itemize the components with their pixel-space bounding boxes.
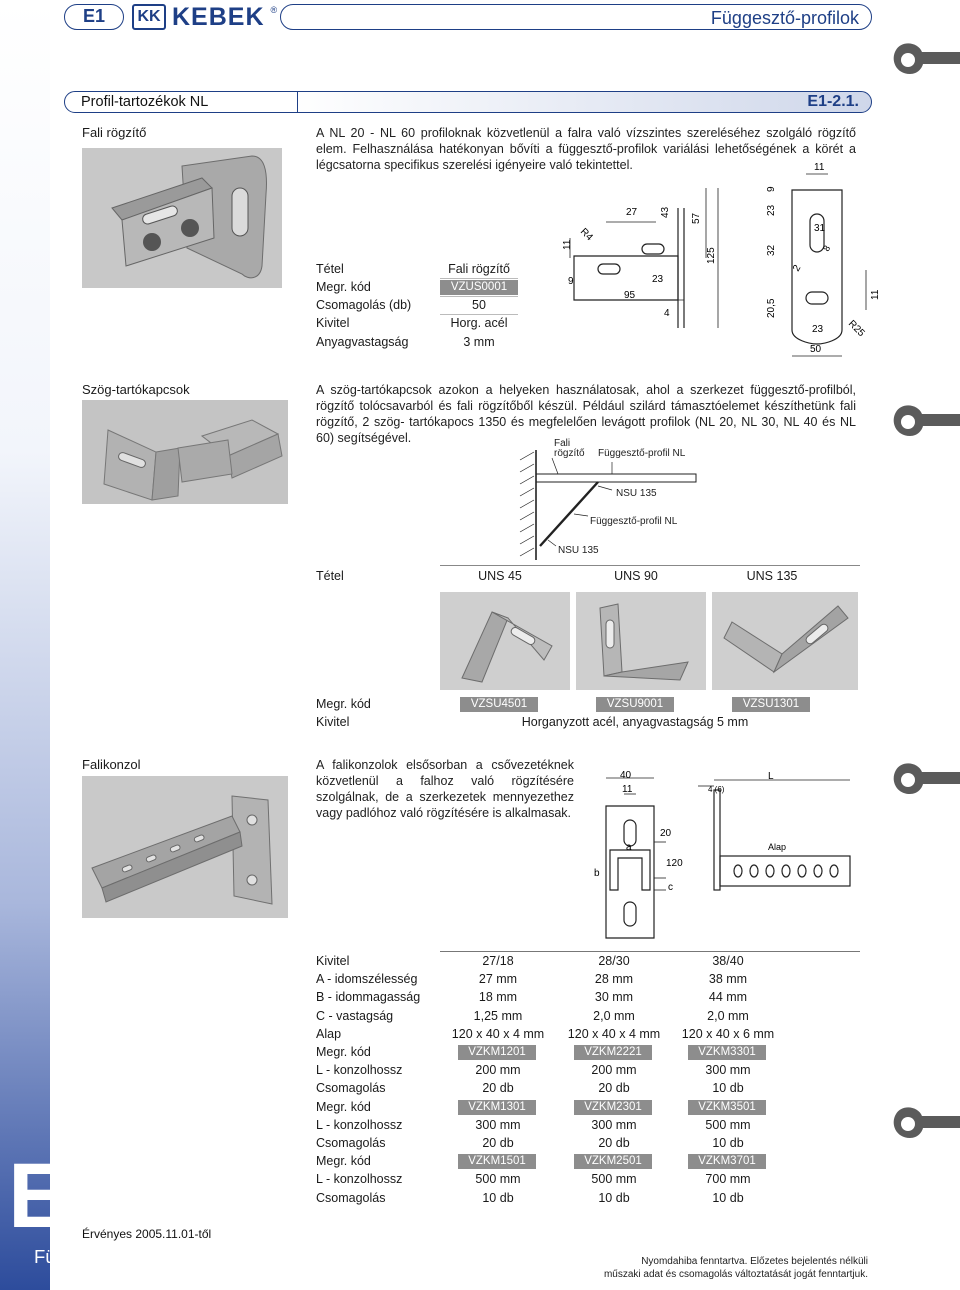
- divider: [440, 951, 860, 952]
- spec-label: Tétel: [316, 262, 344, 276]
- assembly-diagram: [512, 436, 712, 560]
- order-code: VZKM3701: [688, 1154, 766, 1169]
- fali-rogzito-heading: Fali rögzítő: [82, 125, 147, 140]
- row-label: L - konzolhossz: [316, 1118, 403, 1132]
- order-code: VZKM3301: [688, 1045, 766, 1060]
- logo-wordmark: KEBEK: [172, 2, 265, 31]
- table-header: 38/40: [712, 954, 744, 968]
- registered-mark: ®: [270, 5, 278, 15]
- divider: [440, 278, 518, 279]
- chapter-title-pill: [280, 4, 872, 30]
- logo-mark: KK: [132, 4, 166, 30]
- row-label: Csomagolás: [316, 1136, 386, 1150]
- fali-rogzito-description: A NL 20 - NL 60 profiloknak közvetlenül a falra való vízszintes szereléséhez szolgáló rögzítő elem. Felhasználása hatékonyan bővíti a függesztő-profilok variálási lehetőségének a körét a légcsatorna specifikus szerelési igényeire való tekintettel.: [316, 126, 856, 172]
- svg-text:L: L: [768, 771, 774, 782]
- spec-value: 3 mm: [440, 335, 518, 349]
- row-label: Csomagolás: [316, 1191, 386, 1205]
- svg-text:32: 32: [766, 244, 777, 256]
- uns135-photo: [712, 592, 858, 690]
- szog-tartokapcsok-description: A szög-tartókapcsok azokon a helyeken használatosak, ahol a szerkezet függesztő-profilból, rögzítő tolócsavarból és fali rögzítőből készül. Például szilárd támasztóelemet készíthetünk fali rögzítő, 2 szög- tartókapocs 1350 és megfelelően levágott profilok (NL 20, NL 30, NL 40 és NL 60) segítségével.: [316, 383, 856, 445]
- table-header-label: Kivitel: [316, 954, 350, 968]
- svg-text:NSU 135: NSU 135: [558, 545, 599, 556]
- svg-text:11: 11: [562, 239, 573, 250]
- cell-value: 700 mm: [705, 1172, 751, 1186]
- kebek-logo: [132, 3, 277, 31]
- cell-value: 10 db: [712, 1081, 744, 1095]
- side-chapter-letter: E: [8, 1145, 70, 1247]
- item-name: UNS 90: [614, 569, 658, 583]
- order-code: VZSU1301: [732, 697, 810, 712]
- svg-text:R4: R4: [577, 226, 595, 244]
- order-code: VZSU9001: [596, 697, 674, 712]
- svg-text:4: 4: [664, 308, 670, 319]
- order-code: VZUS0001: [440, 280, 518, 295]
- cell-value: 300 mm: [475, 1118, 521, 1132]
- svg-text:NSU 135: NSU 135: [616, 488, 657, 499]
- falikonzol-side-drawing: [696, 770, 866, 894]
- row-label: Csomagolás: [316, 1081, 386, 1095]
- wrench-icon: [890, 400, 960, 444]
- cell-value: 120 x 40 x 4 mm: [567, 1027, 661, 1041]
- svg-text:125: 125: [706, 247, 717, 264]
- chapter-code-pill: [64, 4, 124, 30]
- order-code: VZKM3501: [688, 1100, 766, 1115]
- item-name: UNS 135: [746, 569, 798, 583]
- order-code: VZKM1501: [458, 1154, 536, 1169]
- table-header: 28/30: [598, 954, 630, 968]
- svg-text:2: 2: [791, 263, 804, 274]
- svg-text:8: 8: [821, 243, 833, 253]
- szog-kivitel-value: Horganyzott acél, anyagvastagság 5 mm: [521, 715, 749, 729]
- spec-label: Anyagvastagság: [316, 335, 409, 349]
- cell-value: 10 db: [482, 1191, 514, 1205]
- cell-value: 20 db: [598, 1081, 630, 1095]
- chapter-code: E1: [82, 6, 106, 26]
- cell-value: 20 db: [482, 1136, 514, 1150]
- spec-value: Fali rögzítő: [440, 262, 518, 276]
- svg-text:20,5: 20,5: [766, 298, 777, 318]
- cell-value: 38 mm: [708, 972, 748, 986]
- order-code: VZKM2301: [574, 1100, 652, 1115]
- svg-text:R25: R25: [845, 318, 867, 340]
- cell-value: 27 mm: [478, 972, 518, 986]
- cell-value: 120 x 40 x 4 mm: [451, 1027, 545, 1041]
- item-name: UNS 45: [478, 569, 522, 583]
- row-label: Megr. kód: [316, 1154, 371, 1168]
- svg-text:31: 31: [814, 223, 826, 234]
- falikonzol-heading: Falikonzol: [82, 757, 141, 772]
- cell-value: 300 mm: [591, 1118, 637, 1132]
- uns90-photo: [576, 592, 706, 690]
- table-header: 27/18: [482, 954, 514, 968]
- cell-value: 120 x 40 x 6 mm: [681, 1027, 775, 1041]
- fali-rogzito-front-drawing: [764, 160, 884, 360]
- validity-date: Érvényes 2005.11.01-től: [82, 1227, 212, 1241]
- cell-value: 44 mm: [708, 990, 748, 1004]
- svg-text:9: 9: [568, 276, 574, 287]
- row-label: C - vastagság: [316, 1009, 394, 1023]
- szog-kivitel-label: Kivitel: [316, 715, 350, 729]
- fali-rogzito-side-drawing: [556, 188, 740, 358]
- svg-text:50: 50: [810, 344, 822, 355]
- order-code: VZKM1301: [458, 1100, 536, 1115]
- chapter-title: Függesztő-profilok: [710, 8, 859, 28]
- order-code: VZKM2221: [574, 1045, 652, 1060]
- svg-text:27: 27: [626, 207, 638, 218]
- cell-value: 30 mm: [594, 990, 634, 1004]
- svg-text:120: 120: [666, 858, 683, 869]
- svg-text:Függesztő-profil NL: Függesztő-profil NL: [598, 448, 686, 459]
- svg-text:43: 43: [660, 206, 671, 218]
- szog-tetel-label: Tétel: [316, 569, 344, 583]
- cell-value: 28 mm: [594, 972, 634, 986]
- section-divider: [297, 91, 298, 113]
- svg-text:11: 11: [870, 289, 881, 300]
- row-label: A - idomszélesség: [316, 972, 418, 986]
- footer-note: Nyomdahiba fenntartva. Előzetes bejelentés nélküli: [641, 1256, 868, 1267]
- side-gradient-bar: [0, 0, 50, 1290]
- svg-text:57: 57: [691, 212, 702, 224]
- footer-brand-line: Függesztő technika: [34, 1246, 195, 1267]
- svg-text:23: 23: [812, 324, 824, 335]
- footer-note: műszaki adat és csomagolás változtatását jogát fenntartjuk.: [603, 1269, 868, 1280]
- falikonzol-photo: [82, 776, 288, 918]
- svg-text:95: 95: [624, 290, 636, 301]
- svg-text:b: b: [594, 868, 600, 879]
- row-label: B - idommagasság: [316, 990, 421, 1004]
- cell-value: 20 db: [598, 1136, 630, 1150]
- cell-value: 20 db: [482, 1081, 514, 1095]
- svg-text:Alap: Alap: [768, 842, 787, 852]
- spec-label: Csomagolás (db): [316, 298, 412, 312]
- cell-value: 10 db: [598, 1191, 630, 1205]
- section-number: E1-2.1.: [807, 93, 859, 110]
- svg-text:23: 23: [766, 204, 777, 216]
- svg-text:Függesztő-profil NL: Függesztő-profil NL: [590, 516, 678, 527]
- spec-value: 50: [440, 298, 518, 312]
- cell-value: 2,0 mm: [593, 1009, 635, 1023]
- svg-text:4 (6): 4 (6): [708, 785, 725, 794]
- svg-text:20: 20: [660, 828, 672, 839]
- svg-text:11: 11: [814, 162, 825, 173]
- wrench-icon: [890, 1102, 960, 1146]
- row-label: Alap: [316, 1027, 342, 1041]
- divider: [440, 565, 860, 566]
- wrench-icon: [890, 758, 960, 802]
- fali-rogzito-photo: [82, 148, 282, 288]
- falikonzol-front-drawing: [586, 766, 696, 946]
- svg-text:11: 11: [622, 784, 633, 795]
- svg-text:23: 23: [652, 274, 664, 285]
- row-label: Megr. kód: [316, 1045, 371, 1059]
- uns45-photo: [440, 592, 570, 690]
- divider: [440, 296, 518, 297]
- section-title: Profil-tartozékok NL: [81, 94, 209, 110]
- cell-value: 500 mm: [475, 1172, 521, 1186]
- divider: [440, 314, 518, 315]
- wrench-icon: [890, 38, 960, 82]
- cell-value: 2,0 mm: [707, 1009, 749, 1023]
- cell-value: 200 mm: [591, 1063, 637, 1077]
- cell-value: 200 mm: [475, 1063, 521, 1077]
- szog-tartokapcsok-heading: Szög-tartókapcsok: [82, 382, 190, 397]
- svg-text:rögzítő: rögzítő: [554, 448, 585, 459]
- order-code: VZKM1201: [458, 1045, 536, 1060]
- spec-label: Kivitel: [316, 316, 350, 330]
- svg-text:Fali: Fali: [554, 438, 571, 449]
- svg-text:9: 9: [766, 186, 777, 192]
- cell-value: 500 mm: [591, 1172, 637, 1186]
- order-code: VZKM2501: [574, 1154, 652, 1169]
- falikonzol-description: A falikonzolok elsősorban a csővezetéknek közvetlenül a falhoz való rögzítésére szolgálnak, de a szerkezetek mennyezethez vagy padlóhoz való rögzítésére is alkalmasak.: [316, 758, 574, 820]
- szog-megr-label: Megr. kód: [316, 697, 371, 711]
- spec-value: Horg. acél: [440, 316, 518, 330]
- cell-value: 500 mm: [705, 1118, 751, 1132]
- cell-value: 10 db: [712, 1136, 744, 1150]
- cell-value: 10 db: [712, 1191, 744, 1205]
- svg-text:a: a: [626, 842, 632, 853]
- order-code: VZSU4501: [460, 697, 538, 712]
- section-header: [64, 91, 872, 113]
- cell-value: 300 mm: [705, 1063, 751, 1077]
- svg-text:40: 40: [620, 770, 632, 781]
- row-label: L - konzolhossz: [316, 1063, 403, 1077]
- cell-value: 1,25 mm: [473, 1009, 523, 1023]
- row-label: Megr. kód: [316, 1100, 371, 1114]
- szog-tartokapcsok-photo: [82, 400, 288, 504]
- cell-value: 18 mm: [478, 990, 518, 1004]
- row-label: L - konzolhossz: [316, 1172, 403, 1186]
- svg-text:c: c: [668, 882, 673, 893]
- spec-label: Megr. kód: [316, 280, 371, 294]
